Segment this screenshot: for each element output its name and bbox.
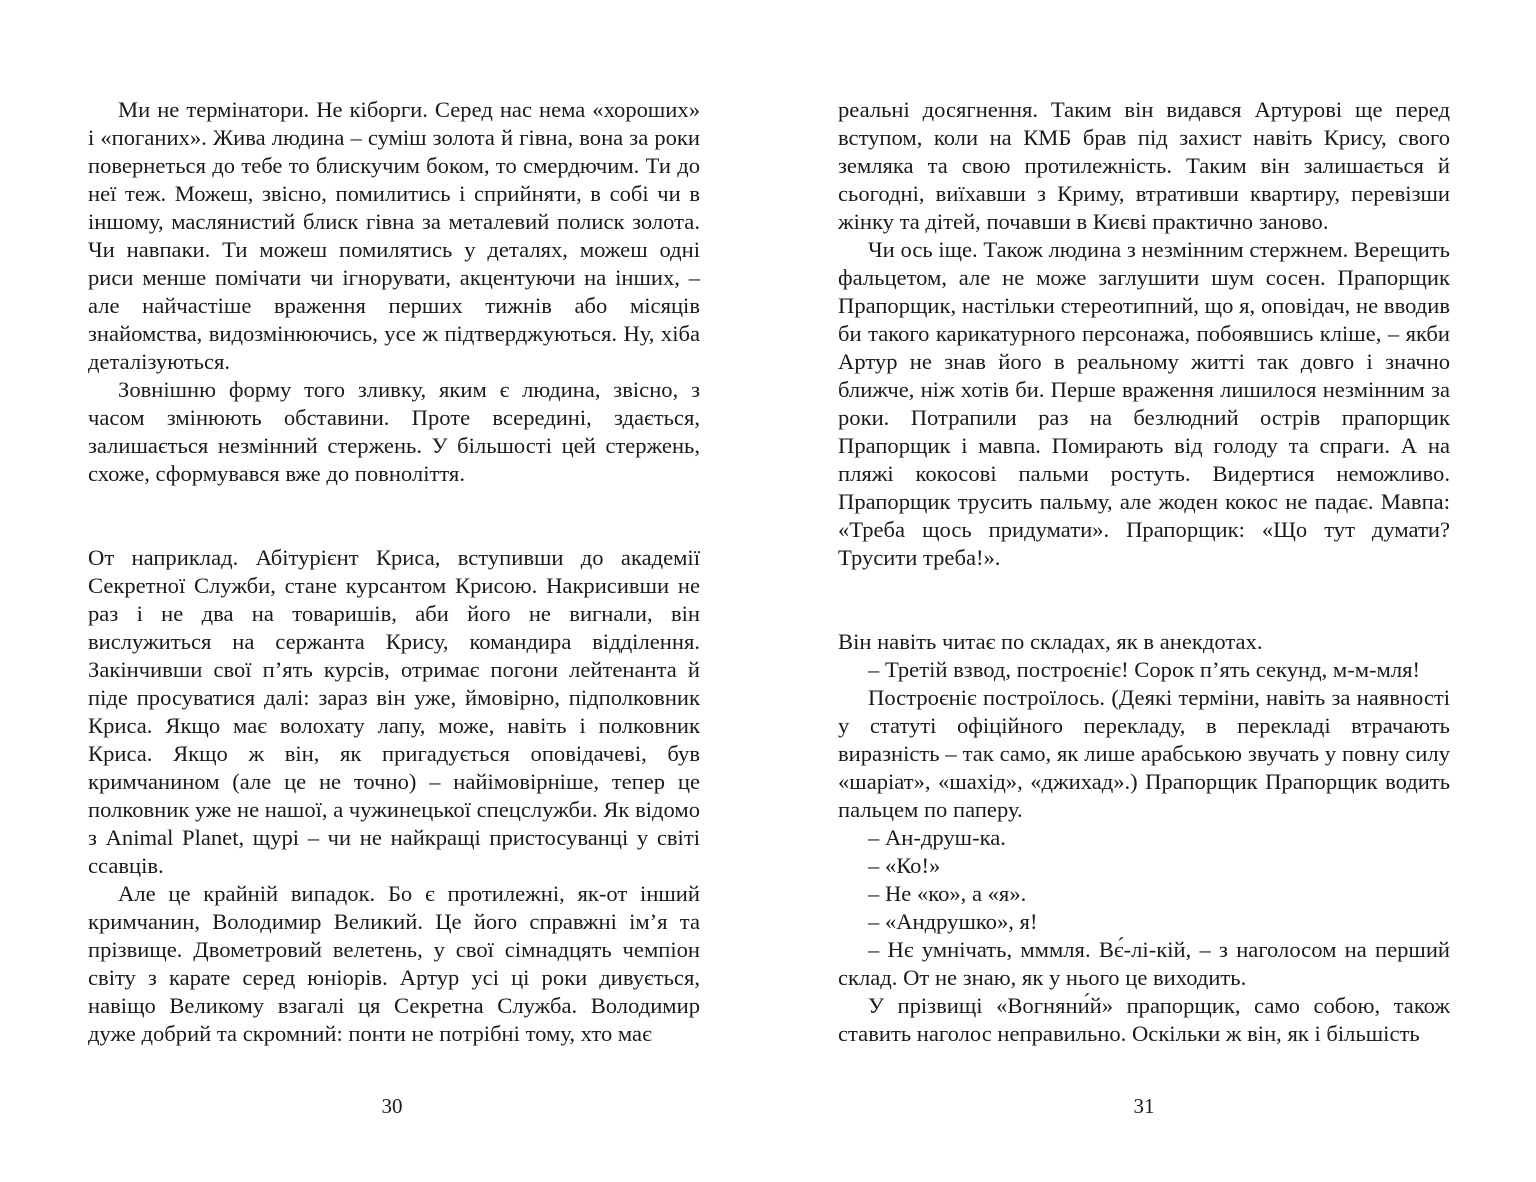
paragraph: Він навіть читає по складах, як в анекдотах. [838, 629, 1263, 654]
paragraph: Ми не термінатори. Не кіборги. Серед нас нема «хороших» і «поганих». Жива людина – суміш золота й гівна, вона за роки повернеться до тебе то блискучим боком, то смердючим. Ти до неї теж. Можеш, звісно, помилитись і сприйняти, в собі чи в іншому, маслянистий блиск гівна за металевий полиск золота. Чи навпаки. Ти можеш помилятись у деталях, можеш одні риси менше помічати чи ігнорувати, акцентуючи на інших, – але найчастіше враження перших тижнів або місяців знайомства, видозмінюючись, усе ж підтверджуються. Ну, хіба деталізуються. [88, 97, 700, 374]
dialogue-line: – «Ко!» [868, 853, 941, 878]
paragraph: Чи ось іще. Також людина з незмінним стержнем. Верещить фальцетом, але не може заглушити шум сосен. Прапорщик Прапорщик, настільки стереотипний, що я, оповідач, не вводив би такого карикатурного персонажа, побоявшись кліше, – якби Артур не знав його в реальному житті так довго і значно ближче, ніж хотів би. Перше враження лишилося незмінним за роки. Потрапили раз на безлюдний острів прапорщик Прапорщик і мавпа. Помирають від голоду та спраги. А на пляжі кокосові пальми ростуть. Видертися неможливо. Прапорщик трусить пальму, але жоден кокос не падає. Мавпа: «Треба щось придумати». Прапорщик: «Що тут думати? Трусити треба!». [838, 237, 1450, 570]
paragraph: реальні досягнення. Таким він видався Артурові ще перед вступом, коли на КМБ брав під захист навіть Крису, свого земляка та свою протилежність. Таким він залишається й сьогодні, виїхавши з Криму, втративши квартиру, перевізши жінку та дітей, почавши в Києві практично заново. [838, 97, 1450, 234]
page-number-right: 31 [1133, 1094, 1155, 1118]
dialogue-line: – Третій взвод, построєніє! Сорок п’ять секунд, м-м-мля! [868, 657, 1421, 682]
paragraph: От наприклад. Абітурієнт Криса, вступивши до академії Секретної Служби, стане курсантом Крисою. Накрисивши не раз і не два на товаришів, аби його не вигнали, він вислужиться на сержанта Крису, командира відділення. Закінчивши свої п’ять курсів, отримає погони лейтенанта й піде просуватися далі: зараз він уже, ймовірно, підполковник Криса. Якщо має волохату лапу, може, навіть і полковник Криса. Якщо ж він, як пригадується оповідачеві, був кримчанином (але це не точно) – найімовірніше, тепер це полковник уже не нашої, а чужинецької спецслужби. Як відомо з Animal Planet, щурі – чи не найкращі пристосуванці у світі ссавців. [88, 545, 700, 878]
dialogue-line: – Ан-друш-ка. [868, 825, 1006, 850]
right-page [838, 96, 1450, 1048]
paragraph: Зовнішню форму того зливку, яким є людина, звісно, з часом змінюють обставини. Проте всередині, здається, залишається незмінний стержень. У більшості цей стержень, схоже, сформувався вже до повноліття. [88, 377, 700, 486]
page-number-left: 30 [381, 1094, 403, 1118]
section-break [88, 488, 700, 544]
left-page [88, 96, 700, 1048]
paragraph: Построєніє построїлось. (Деякі терміни, навіть за наявності у статуті офіційного перекладу, в перекладі втрачають виразність – так само, як лише арабською звучать у повну силу «шаріат», «шахід», «джихад».) Прапорщик Прапорщик водить пальцем по паперу. [838, 685, 1450, 822]
dialogue-line: – Не «ко», а «я». [868, 881, 1027, 906]
paragraph: У прізвищі «Вогняни́й» прапорщик, само собою, також ставить наголос неправильно. Оскільки ж він, як і більшість [838, 993, 1450, 1046]
dialogue-line: – Нє умнічать, мммля. Вє́-лі-кій, – з наголосом на перший склад. От не знаю, як у нього це виходить. [838, 937, 1450, 990]
paragraph: Але це крайній випадок. Бо є протилежні, як-от інший кримчанин, Володимир Великий. Це його справжні ім’я та прізвище. Двометровий велетень, у свої сімнадцять чемпіон світу з карате серед юніорів. Артур усі ці роки дивується, навіщо Великому взагалі ця Секретна Служба. Володимир дуже добрий та скромний: понти не потрібні тому, хто має [88, 881, 700, 1046]
dialogue-line: – «Андрушко», я! [868, 909, 1038, 934]
section-break [838, 572, 1450, 628]
